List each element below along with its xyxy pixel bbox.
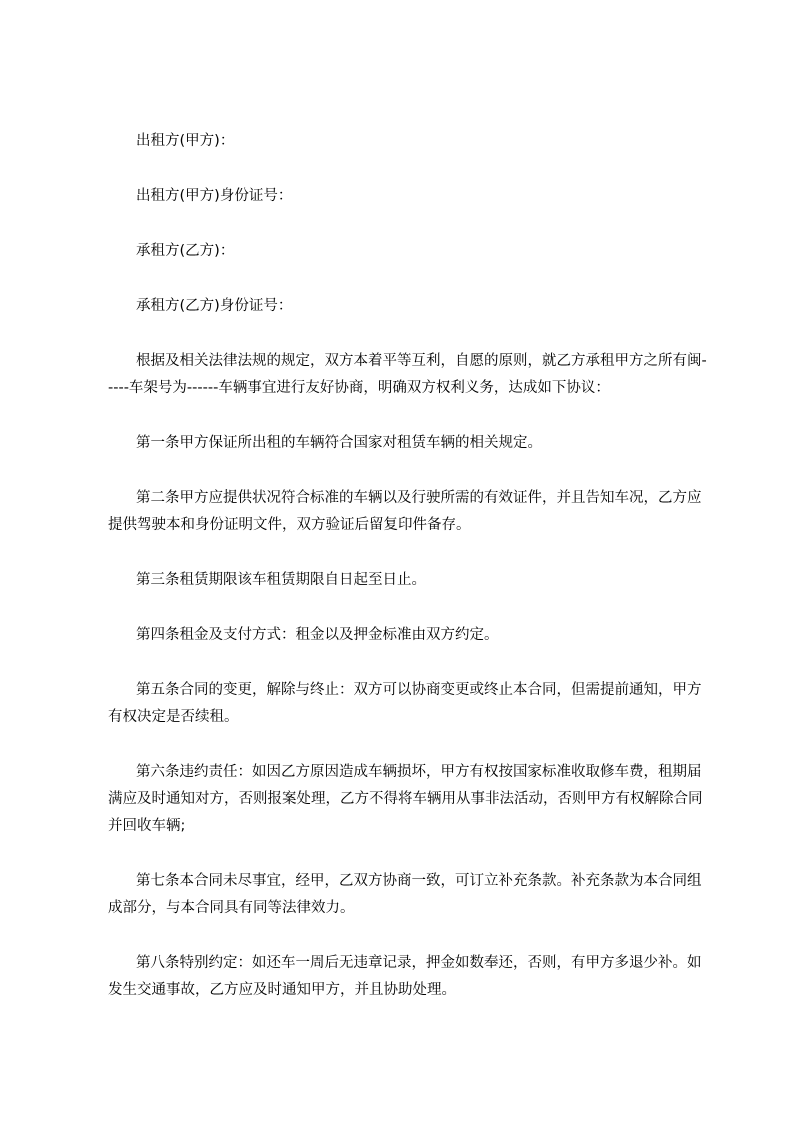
article-7: 第七条本合同未尽事宜，经甲，乙双方协商一致，可订立补充条款。补充条款为本合同组成部分，与本合同具有同等法律效力。 [108,873,702,916]
article-3: 第三条租赁期限该车租赁期限自日起至日止。 [136,572,426,588]
article-8: 第八条特别约定：如还车一周后无违章记录，押金如数奉还，否则，有甲方多退少补。如发生交通事故，乙方应及时通知甲方，并且协助处理。 [108,955,702,998]
lessee-id-line: 承租方(乙方)身份证号： [136,298,293,314]
article-5: 第五条合同的变更，解除与终止：双方可以协商变更或终止本合同，但需提前通知，甲方有权决定是否续租。 [108,682,702,725]
article-6: 第六条违约责任：如因乙方原因造成车辆损坏，甲方有权按国家标准收取修车费，租期届满应及时通知对方，否则报案处理，乙方不得将车辆用从事非法活动，否则甲方有权解除合同并回收车辆; [108,764,703,834]
lessee-name-line: 承租方(乙方)： [136,243,235,259]
lessor-name-line: 出租方(甲方)： [136,133,235,149]
article-4: 第四条租金及支付方式：租金以及押金标准由双方约定。 [136,627,499,643]
document-body [108,128,708,1004]
article-2: 第二条甲方应提供状况符合标准的车辆以及行驶所需的有效证件，并且告知车况，乙方应提供驾驶本和身份证明文件，双方验证后留复印件备存。 [108,490,702,533]
preamble-paragraph: 根据及相关法律法规的规定，双方本着平等互利，自愿的原则，就乙方承租甲方之所有闽-----车架号为------车辆事宜进行友好协商，明确双方权利义务，达成如下协议： [108,353,707,396]
lessor-id-line: 出租方(甲方)身份证号： [136,188,293,204]
article-1: 第一条甲方保证所出租的车辆符合国家对租赁车辆的相关规定。 [136,435,542,451]
